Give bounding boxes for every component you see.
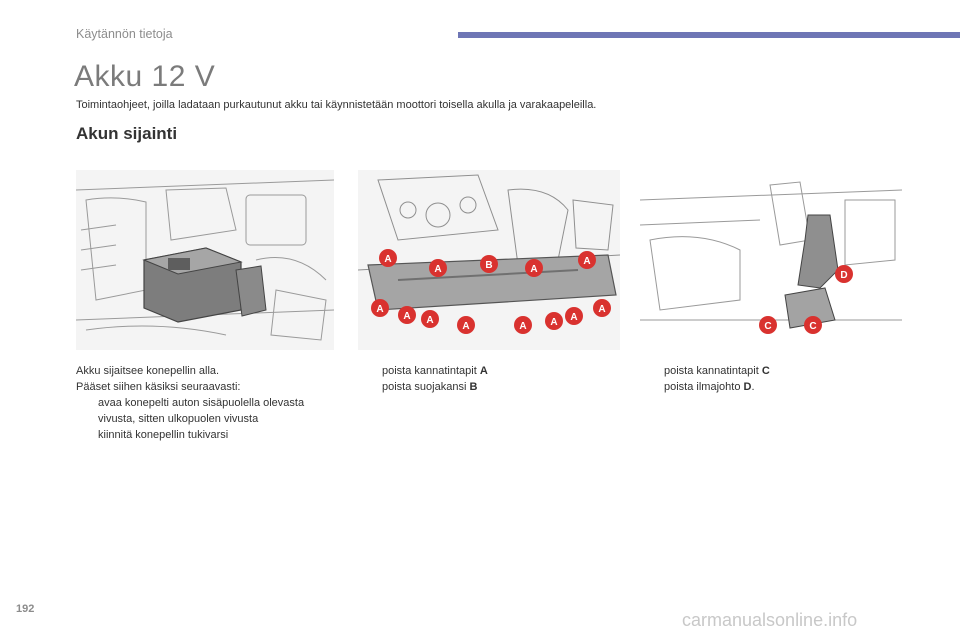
marker-a	[545, 312, 563, 330]
marker-label: A	[479, 365, 488, 377]
svg-text:A: A	[519, 321, 527, 332]
svg-text:A: A	[384, 254, 392, 265]
marker-a	[398, 306, 416, 324]
marker-a	[371, 299, 389, 317]
marker-d	[835, 265, 853, 283]
marker-a	[593, 299, 611, 317]
svg-text:C: C	[764, 321, 772, 332]
marker-a	[514, 316, 532, 334]
column-1-text	[76, 363, 338, 443]
svg-text:A: A	[550, 317, 558, 328]
section-label: Käytännön tietoja	[76, 27, 173, 41]
marker-a	[421, 310, 439, 328]
svg-text:A: A	[530, 264, 538, 275]
svg-text:C: C	[809, 321, 817, 332]
svg-text:D: D	[840, 270, 848, 281]
svg-text:A: A	[403, 311, 411, 322]
marker-a	[457, 316, 475, 334]
header-accent-bar	[458, 32, 960, 38]
air-duct-drawing	[640, 170, 902, 350]
bullet-text: poista kannatintapit	[664, 365, 762, 377]
engine-top-drawing	[358, 170, 620, 350]
engine-bay-drawing	[76, 170, 334, 350]
svg-text:B: B	[485, 260, 493, 271]
svg-text:A: A	[426, 315, 434, 326]
page-title: Akku 12 V	[74, 60, 216, 93]
svg-text:A: A	[598, 304, 606, 315]
marker-a	[578, 251, 596, 269]
bullet-suffix: .	[751, 381, 755, 393]
marker-a	[379, 249, 397, 267]
watermark: carmanualsonline.info	[682, 610, 858, 630]
column-3-text	[642, 363, 902, 395]
marker-label: B	[469, 381, 478, 393]
marker-label: C	[761, 365, 770, 377]
page-number: 192	[16, 603, 35, 615]
marker-a	[565, 307, 583, 325]
bullet-item	[76, 395, 338, 427]
section-subtitle: Akun sijainti	[76, 124, 178, 143]
marker-a	[525, 259, 543, 277]
bullet-icon	[642, 363, 664, 379]
bullet-text: kiinnitä konepellin tukivarsi	[98, 429, 229, 441]
bullet-icon	[360, 379, 382, 395]
bullet-item	[76, 427, 338, 443]
bullet-icon	[76, 427, 98, 443]
bullet-item	[642, 363, 902, 379]
bullet-text: poista kannatintapit	[382, 365, 480, 377]
intro-text: Toimintaohjeet, joilla ladataan purkautunut akku tai käynnistetään moottori toisella akulla ja varakaapeleilla.	[76, 99, 597, 111]
svg-text:A: A	[583, 256, 591, 267]
bullet-text: avaa konepelti auton sisäpuolella olevasta vivusta, sitten ulkopuolen vivusta	[98, 397, 305, 425]
air-duct-illustration	[640, 170, 902, 350]
marker-c	[759, 316, 777, 334]
column-2-text	[360, 363, 620, 395]
svg-text:A: A	[462, 321, 470, 332]
battery-location-illustration	[76, 170, 334, 350]
bullet-item	[360, 379, 620, 395]
svg-text:A: A	[570, 312, 578, 323]
bullet-item	[360, 363, 620, 379]
marker-label: D	[743, 381, 752, 393]
svg-text:A: A	[376, 304, 384, 315]
bullet-item	[642, 379, 902, 395]
marker-c	[804, 316, 822, 334]
bullet-icon	[642, 379, 664, 395]
engine-cover-illustration	[358, 170, 620, 350]
bullet-text: poista ilmajohto	[664, 381, 744, 393]
bullet-text: poista suojakansi	[382, 381, 470, 393]
marker-a	[429, 259, 447, 277]
bullet-icon	[76, 395, 98, 427]
marker-b	[480, 255, 498, 273]
battery-location-line: Akku sijaitsee konepellin alla.	[76, 365, 220, 377]
svg-text:A: A	[434, 264, 442, 275]
bullet-icon	[360, 363, 382, 379]
access-instructions-line: Pääset siihen käsiksi seuraavasti:	[76, 381, 241, 393]
